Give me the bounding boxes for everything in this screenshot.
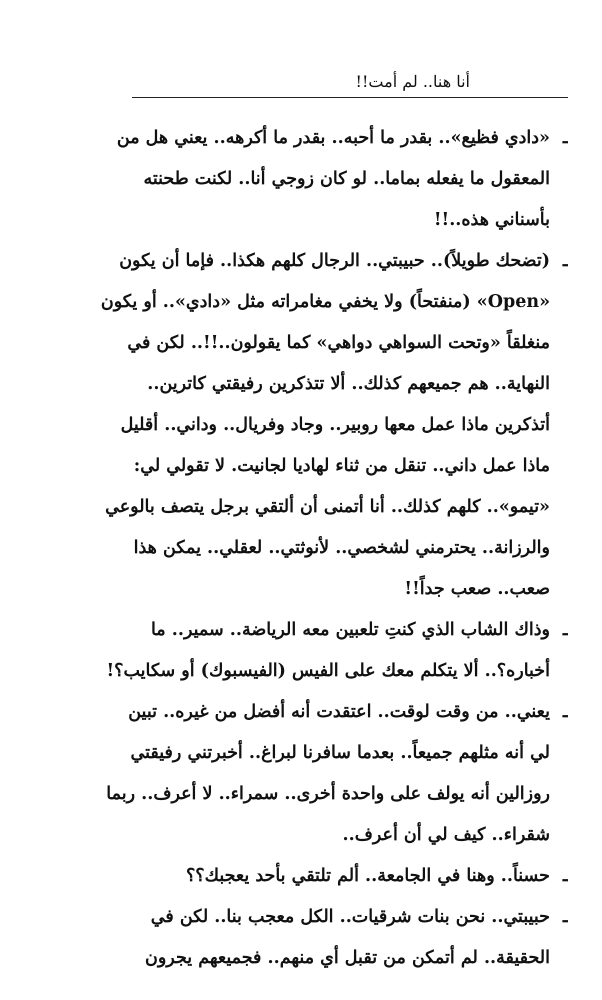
text-line	[34, 856, 568, 897]
line-text: يعني.. من وقت لوقت.. اعتقدت أنه أفضل من غيره.. تبين	[128, 702, 550, 722]
line-text: «Open» (منفتحاً) ولا يخفي مغامراته مثل «دادي».. أو يكون	[100, 292, 550, 312]
dialogue-paragraph	[34, 118, 568, 241]
text-line	[34, 200, 568, 241]
text-line	[34, 364, 568, 405]
line-text: والرزانة.. يحترمني لشخصي.. لأنوثتي.. لعقلي.. يمكن هذا	[133, 538, 550, 558]
line-text: النهاية.. هم جميعهم كذلك.. ألا تتذكرين رفيقتي كاترين..	[147, 374, 550, 394]
header-rule	[132, 97, 568, 98]
text-line	[34, 528, 568, 569]
dialogue-dash: ـ	[562, 251, 568, 271]
line-text: أتذكرين ماذا عمل معها روبير.. وجاد وفريال.. وداني.. أقليل	[120, 415, 550, 435]
line-text: الحقيقة.. لم أتمكن من تقبل أي منهم.. فجميعهم يجرون	[144, 948, 550, 968]
text-line	[34, 118, 568, 159]
dialogue-paragraph	[34, 897, 568, 979]
dialogue-dash: ـ	[562, 866, 568, 886]
text-line	[34, 938, 568, 979]
line-text: أخباره؟.. ألا يتكلم معك على الفيس (الفيسبوك) أو سكايب؟!	[106, 661, 550, 681]
text-line	[34, 405, 568, 446]
line-text: منغلقاً «وتحت السواهي دواهي» كما يقولون..!!.. لكن في	[127, 333, 550, 353]
text-line	[34, 241, 568, 282]
line-text: المعقول ما يفعله بماما.. لو كان زوجي أنا.. لكنت طحنته	[143, 169, 550, 189]
dialogue-paragraph	[34, 856, 568, 897]
line-text: (تضحك طويلاً).. حبيبتي.. الرجال كلهم هكذا.. فإما أن يكون	[119, 251, 550, 271]
text-line	[34, 692, 568, 733]
line-text: حبيبتي.. نحن بنات شرقيات.. الكل معجب بنا.. لكن في	[150, 907, 550, 927]
dialogue-paragraph	[34, 610, 568, 692]
dialogue-paragraph	[34, 241, 568, 610]
text-line	[34, 651, 568, 692]
text-line	[34, 446, 568, 487]
line-text: وذاك الشاب الذي كنتِ تلعبين معه الرياضة.. سمير.. ما	[150, 620, 550, 640]
line-text: صعب.. صعب جداً!!	[404, 579, 550, 599]
text-line	[34, 159, 568, 200]
line-text: شقراء.. كيف لي أن أعرف..	[342, 825, 550, 845]
running-header: أنا هنا.. لم أمت!!	[355, 72, 470, 91]
line-text: حسناً.. وهنا في الجامعة.. ألم تلتقي بأحد يعجبك؟؟	[186, 866, 550, 886]
text-line	[34, 733, 568, 774]
dialogue-paragraph	[34, 692, 568, 856]
dialogue-dash: ـ	[562, 702, 568, 722]
line-text: بأسناني هذه..!!	[433, 210, 550, 230]
text-line	[34, 815, 568, 856]
line-text: «دادي فظيع».. بقدر ما أحبه.. بقدر ما أكرهه.. يعني هل من	[116, 128, 550, 148]
text-line	[34, 487, 568, 528]
text-line	[34, 569, 568, 610]
body-text	[34, 118, 568, 979]
dialogue-dash: ـ	[562, 128, 568, 148]
text-line	[34, 282, 568, 323]
line-text: روزالين أنه يولف على واحدة أخرى.. سمراء.. لا أعرف.. ربما	[106, 784, 550, 804]
line-text: ماذا عمل داني.. تنقل من ثناء لهاديا لجانيت. لا تقولي لي:	[133, 456, 550, 476]
line-text: «تيمو».. كلهم كذلك.. أنا أتمنى أن ألتقي برجل يتصف بالوعي	[105, 497, 550, 517]
text-line	[34, 610, 568, 651]
text-line	[34, 897, 568, 938]
text-line	[34, 323, 568, 364]
line-text: لي أنه مثلهم جميعاً.. بعدما سافرنا لبراغ.. أخبرتني رفيقتي	[130, 743, 550, 763]
text-line	[34, 774, 568, 815]
dialogue-dash: ـ	[562, 907, 568, 927]
dialogue-dash: ـ	[562, 620, 568, 640]
